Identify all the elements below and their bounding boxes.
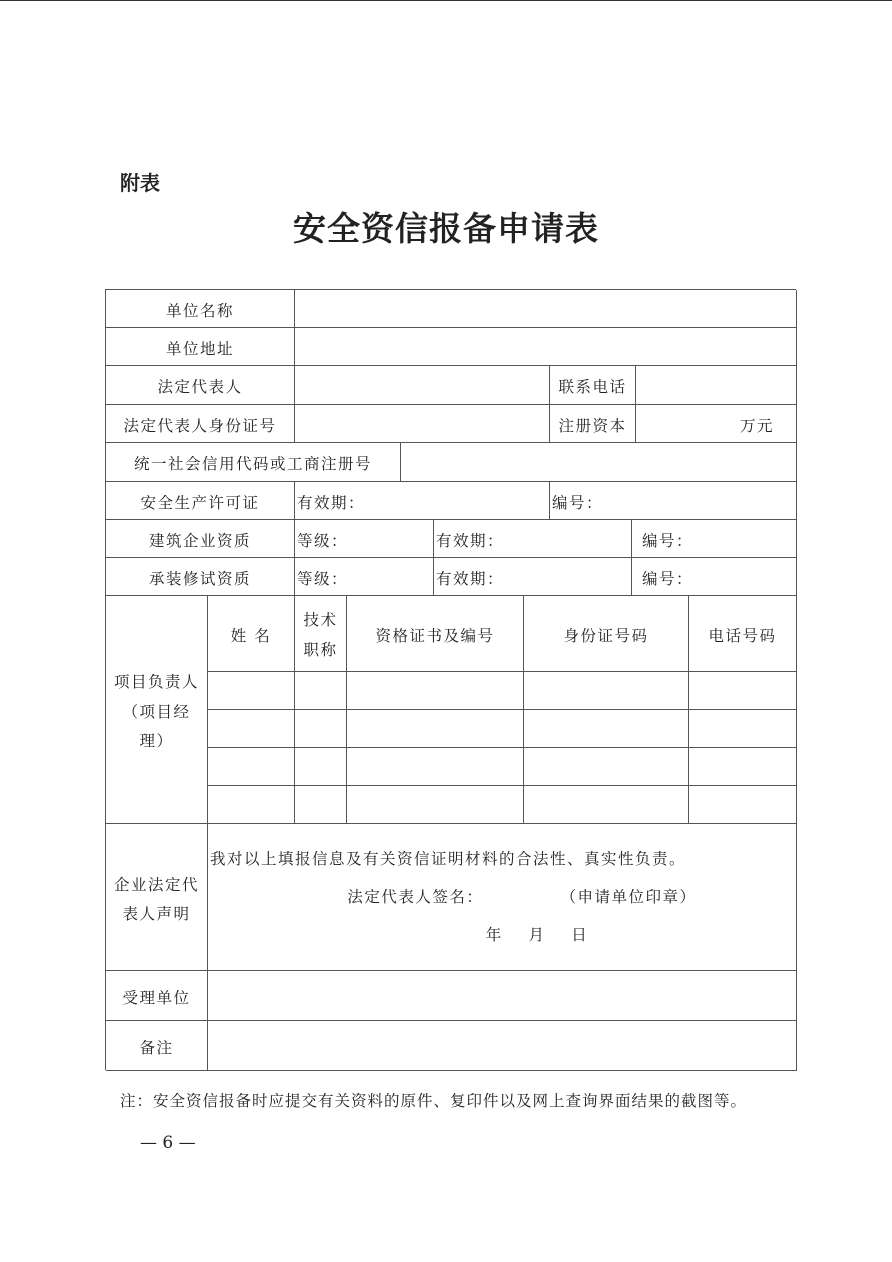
attachment-label: 附表: [120, 171, 160, 195]
project-certificate-cell[interactable]: [347, 748, 524, 786]
declaration-signature: 法定代表人签名： （申请单位印章）: [347, 888, 697, 906]
page-number: — 6 —: [140, 1133, 196, 1153]
reg-capital-unit: 万元: [739, 416, 774, 435]
remarks-label: 备注: [106, 1021, 208, 1071]
project-phone-cell[interactable]: [689, 710, 797, 748]
remarks-field[interactable]: [208, 1021, 797, 1071]
project-title-cell[interactable]: [295, 748, 347, 786]
unit-name-field[interactable]: [295, 290, 797, 328]
construction-qual-number[interactable]: 编号：: [632, 520, 797, 558]
project-manager-label: 项目负责人（项目经理）: [106, 596, 208, 824]
project-id-number-cell[interactable]: [524, 786, 689, 824]
project-phone-cell[interactable]: [689, 672, 797, 710]
project-id-number-cell[interactable]: [524, 672, 689, 710]
declaration-label: 企业法定代表人声明: [106, 824, 208, 971]
project-id-number-cell[interactable]: [524, 748, 689, 786]
safety-license-label: 安全生产许可证: [106, 482, 295, 520]
install-qual-number[interactable]: 编号：: [632, 558, 797, 596]
legal-rep-label: 法定代表人: [106, 366, 295, 405]
project-title-cell[interactable]: [295, 710, 347, 748]
legal-rep-field[interactable]: [295, 366, 550, 405]
project-name-cell[interactable]: [208, 672, 295, 710]
construction-qual-label: 建筑企业资质: [106, 520, 295, 558]
install-qual-validity[interactable]: 有效期：: [434, 558, 632, 596]
project-phone-cell[interactable]: [689, 786, 797, 824]
legal-rep-id-label: 法定代表人身份证号: [106, 405, 295, 443]
project-certificate-cell[interactable]: [347, 710, 524, 748]
declaration-content[interactable]: [208, 824, 797, 971]
header-phone: 电话号码: [689, 596, 797, 672]
footnote: 注：安全资信报备时应提交有关资料的原件、复印件以及网上查询界面结果的截图等。: [120, 1092, 748, 1110]
install-qual-label: 承装修试资质: [106, 558, 295, 596]
reg-capital-label: 注册资本: [550, 405, 636, 443]
reg-capital-field[interactable]: [636, 405, 797, 443]
declaration-statement: 我对以上填报信息及有关资信证明材料的合法性、真实性负责。: [210, 850, 687, 868]
accepting-unit-label: 受理单位: [106, 971, 208, 1021]
safety-license-number[interactable]: 编号：: [550, 482, 797, 520]
project-certificate-cell[interactable]: [347, 672, 524, 710]
install-qual-grade[interactable]: 等级：: [295, 558, 434, 596]
project-certificate-cell[interactable]: [347, 786, 524, 824]
contact-phone-field[interactable]: [636, 366, 797, 405]
accepting-unit-field[interactable]: [208, 971, 797, 1021]
legal-rep-id-field[interactable]: [295, 405, 550, 443]
header-certificate: 资格证书及编号: [347, 596, 524, 672]
construction-qual-validity[interactable]: 有效期：: [434, 520, 632, 558]
project-id-number-cell[interactable]: [524, 710, 689, 748]
application-form-table: [105, 289, 796, 1070]
project-title-cell[interactable]: [295, 672, 347, 710]
project-name-cell[interactable]: [208, 710, 295, 748]
credit-code-label: 统一社会信用代码或工商注册号: [106, 443, 401, 482]
project-phone-cell[interactable]: [689, 748, 797, 786]
project-title-cell[interactable]: [295, 786, 347, 824]
credit-code-field[interactable]: [401, 443, 797, 482]
contact-phone-label: 联系电话: [550, 366, 636, 405]
project-name-cell[interactable]: [208, 786, 295, 824]
header-title: 技术职称: [295, 596, 347, 672]
form-title: 安全资信报备申请表: [293, 209, 599, 248]
construction-qual-grade[interactable]: 等级：: [295, 520, 434, 558]
unit-name-label: 单位名称: [106, 290, 295, 328]
safety-license-validity[interactable]: 有效期：: [295, 482, 550, 520]
declaration-date: 年 月 日: [485, 926, 589, 944]
unit-address-label: 单位地址: [106, 328, 295, 366]
project-name-cell[interactable]: [208, 748, 295, 786]
header-id-number: 身份证号码: [524, 596, 689, 672]
unit-address-field[interactable]: [295, 328, 797, 366]
header-name: 姓 名: [208, 596, 295, 672]
